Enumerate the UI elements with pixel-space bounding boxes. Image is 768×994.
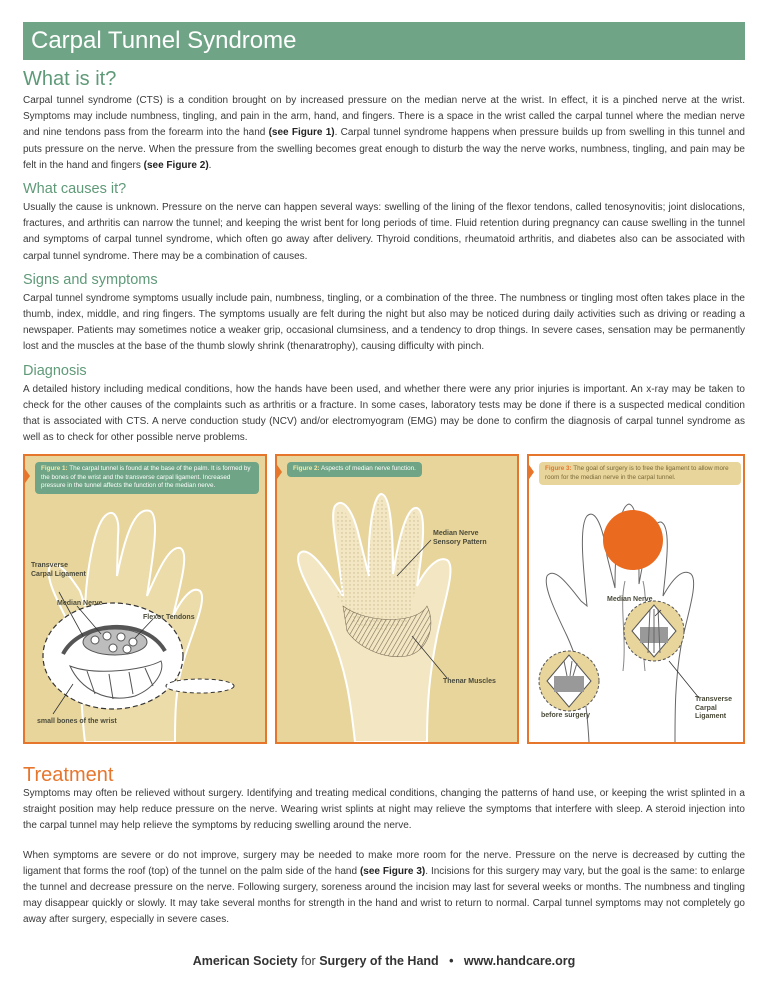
page-title-banner xyxy=(23,22,745,60)
label-small-bones: small bones of the wrist xyxy=(37,718,117,725)
treatment-paragraph-2: When symptoms are severe or do not improve, surgery may be needed to make more room for the nerve. Pressure on the nerve is decreased by cutting the ligament that forms the roof (top) of the tunnel on the palm side of the hand (see Figure 3). Incisions for this surgery may vary, but the goal is the same: to enlarge the tunnel and decrease pressure on the nerve. Following surgery, soreness around the incision may last for several weeks or months. The numbness and tingling may disappear quickly or slowly. It may take several months for strength in the hand and wrist to return to normal. Carpal tunnel symptoms may not completely go away after surgery, especially in severe cases. xyxy=(23,849,745,926)
label-median-nerve-sensory-pattern: Median Nerve Sensory Pattern xyxy=(433,530,487,546)
section-heading-treatment: Treatment xyxy=(23,764,114,786)
causes-paragraph: Usually the cause is unknown. Pressure on the nerve can happen several ways: swelling of the lining of the flexor tendons, called tenosynovitis; joint dislocations, fractures, and arthritis can narrow the tunnel; and keeping the wrist bent for long periods of time. Fluid retention during pregnancy can cause swelling in the tunnel and symptoms of carpal tunnel syndrome, which often go away after delivery. Thyroid conditions, rheumatoid arthritis, and diabetes also can be associated with carpal tunnel syndrome. There may be a combination of causes. xyxy=(23,202,745,262)
footer xyxy=(0,954,768,968)
label-before-surgery: before surgery xyxy=(541,712,591,719)
figure-1-illustration xyxy=(25,456,265,742)
figure-3-pointer xyxy=(527,462,534,482)
treatment-paragraph-1: Symptoms may often be relieved without surgery. Identifying and treating medical conditions, changing the patterns of hand use, or keeping the wrist splinted in a straight position may help reduce pressure on the nerve. Wearing wrist splints at night may relieve the symptoms that interfere with sleep. A steroid injection into the carpal tunnel may help relieve the symptoms by reducing swelling around the nerve. xyxy=(23,788,745,832)
footer-org-for: for xyxy=(301,954,316,968)
figures-row xyxy=(23,454,745,744)
footer-org-b: Surgery of the Hand xyxy=(319,954,439,968)
diagnosis-paragraph: A detailed history including medical conditions, how the hands have been used, and whether there were any prior injuries is important. An x-ray may be taken to check for the other causes of the complaints such as arthritis or a fracture. In some cases, laboratory tests may be done if there is a suspected medical condition that is associated with CTS. A nerve conduction study (NCV) and/or electromyogram (EMG) may be done to confirm the diagnosis of carpal tunnel syndrome as well as to check for other possible nerve problems. xyxy=(23,383,745,444)
label-transverse-carpal-ligament: Transverse Carpal Ligament xyxy=(31,562,86,578)
figure-2-caption: Figure 2: Aspects of median nerve function. xyxy=(287,462,422,477)
figure-1 xyxy=(23,454,267,744)
treatment-section xyxy=(23,764,745,929)
figure-1-caption: Figure 1: The carpal tunnel is found at the base of the palm. It is formed by the bones of the wrist and the transverse carpal ligament. Increased pressure in the tunnel affects the function of the median nerve. xyxy=(35,462,259,494)
section-heading-what: What is it? xyxy=(23,68,117,90)
what-paragraph: Carpal tunnel syndrome (CTS) is a condition brought on by increased pressure on the median nerve at the wrist. In effect, it is a pinched nerve at the wrist. Symptoms may include numbness, tingling, and pain in the arm, hand, and fingers. There is a space in the wrist called the carpal tunnel where the median nerve and nine tendons pass from the forearm into the hand (see Figure 1). Carpal tunnel syndrome happens when pressure builds up from swelling in this tunnel and puts pressure on the nerve. When the pressure from the swelling becomes great enough to disturb the way the nerve works, numbness, tingling, and pain may be felt in the hand and fingers (see Figure 2). xyxy=(23,95,745,171)
label-thenar-muscles: Thenar Muscles xyxy=(443,678,496,685)
figure-2-illustration xyxy=(277,456,517,742)
label-transverse-carpal-ligament-fig3: Transverse Carpal Ligament xyxy=(695,696,732,720)
page-title: Carpal Tunnel Syndrome xyxy=(31,27,297,54)
figure-2 xyxy=(275,454,519,744)
signs-paragraph: Carpal tunnel syndrome symptoms usually include pain, numbness, tingling, or a combination of the three. The numbness or tingling most often takes place in the thumb, index, middle, and ring fingers. The symptoms usually are felt during the night but also may be noticed during daily activities such as driving or reading a newspaper. Patients may sometimes notice a weaker grip, occasional clumsiness, and a tendency to drop things. In severe cases, sensation may be permanently lost and the muscles at the base of the thumb slowly shrink (thenaratrophy), causing difficulty with pinch. xyxy=(23,292,745,353)
footer-bullet: • xyxy=(449,954,454,968)
figure-3 xyxy=(527,454,745,744)
section-heading-signs: Signs and symptoms xyxy=(23,271,158,288)
label-median-nerve: Median Nerve xyxy=(57,600,103,607)
label-median-nerve-fig3: Median Nerve xyxy=(607,596,653,603)
footer-org-a: American Society xyxy=(192,954,298,968)
section-heading-causes: What causes it? xyxy=(23,181,127,198)
label-flexor-tendons: Flexor Tendons xyxy=(143,614,195,621)
footer-url-link[interactable]: www.handcare.org xyxy=(463,954,576,968)
figure-2-pointer xyxy=(275,462,282,482)
figure-3-caption: Figure 3: The goal of surgery is to free the ligament to allow more room for the median nerve in the carpal tunnel. xyxy=(539,462,741,485)
document-page xyxy=(23,22,745,446)
figure-1-pointer xyxy=(23,466,30,486)
section-heading-diagnosis: Diagnosis xyxy=(23,362,87,379)
